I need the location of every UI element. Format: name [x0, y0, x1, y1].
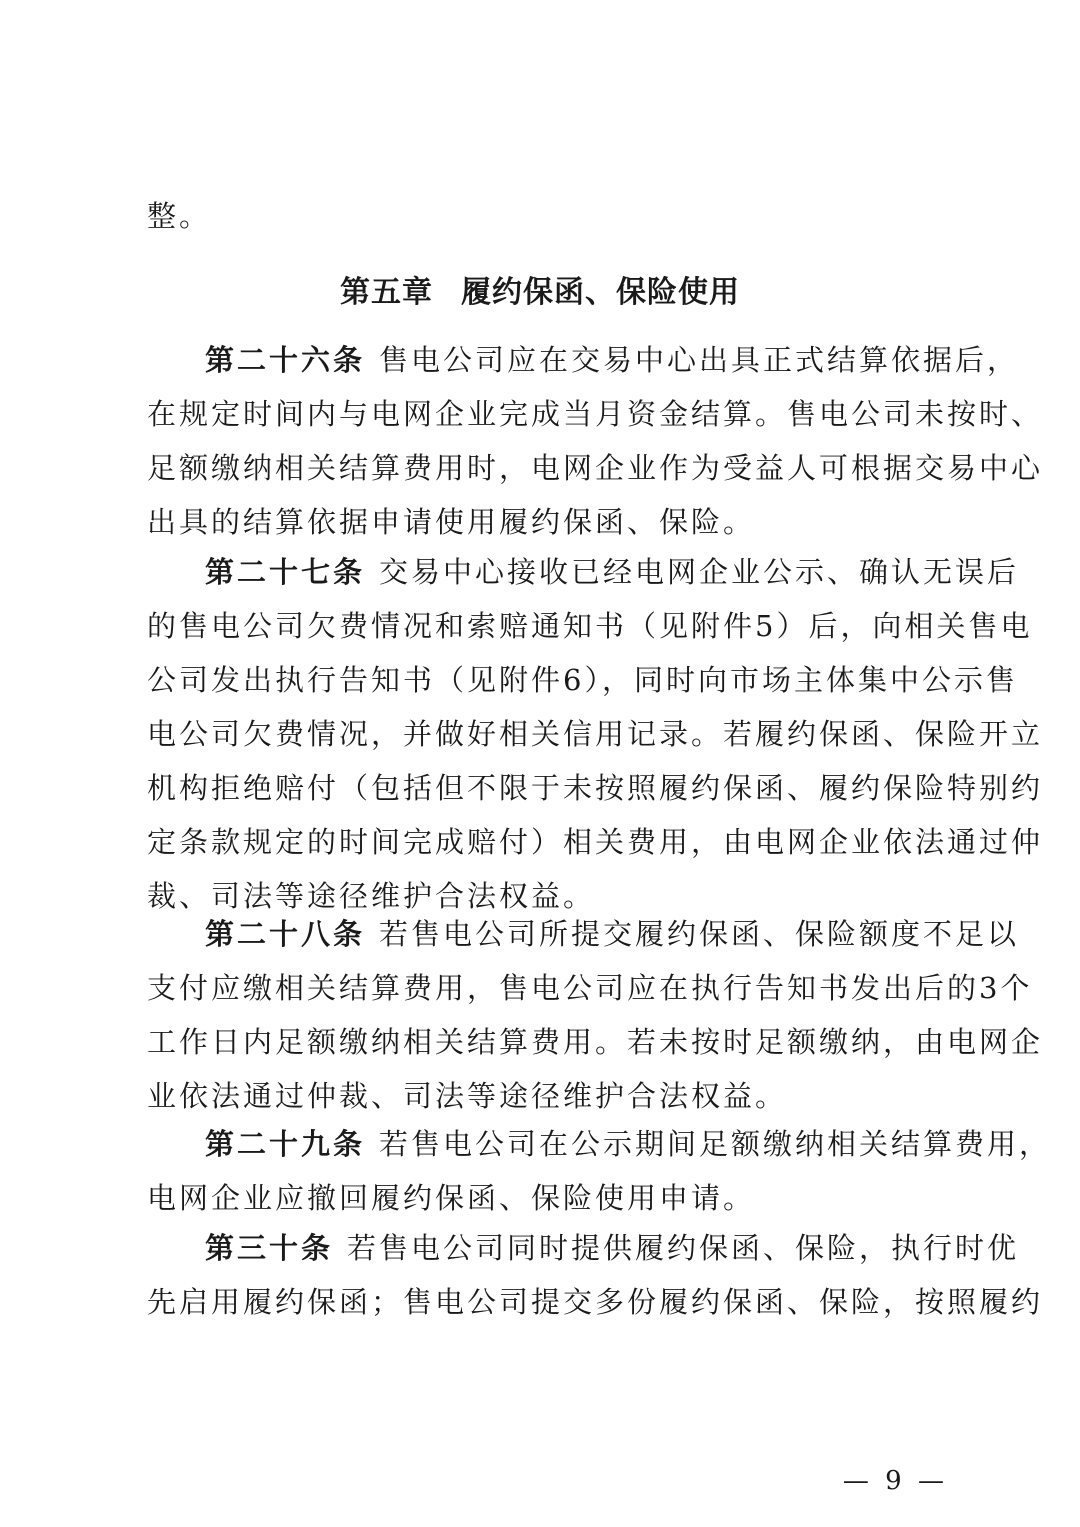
chapter-heading [0, 272, 1080, 314]
article-28-line-3: 工作日内足额缴纳相关结算费用。若未按时足额缴纳，由电网企 [147, 1025, 1044, 1059]
continuation-line: 整。 [147, 199, 212, 233]
chapter-number: 第五章 [340, 275, 433, 310]
article-30-line-2: 先启用履约保函；售电公司提交多份履约保函、保险，按照履约 [147, 1285, 1044, 1319]
article-26-line-3: 足额缴纳相关结算费用时，电网企业作为受益人可根据交易中心 [147, 451, 1044, 485]
article-28-line-2: 支付应缴相关结算费用，售电公司应在执行告知书发出后的3个 [147, 971, 1033, 1005]
chapter-title: 履约保函、保险使用 [461, 275, 740, 310]
article-27-line-1 [205, 552, 1020, 592]
article-29-line-1 [205, 1124, 1052, 1164]
article-text: 若售电公司同时提供履约保函、保险，执行时优 [347, 1231, 1020, 1265]
page-number: — 9 — [842, 1466, 948, 1496]
article-27-line-6: 定条款规定的时间完成赔付）相关费用，由电网企业依法通过仲 [147, 825, 1044, 859]
article-number: 第三十条 [205, 1231, 334, 1265]
article-number: 第二十七条 [205, 555, 366, 589]
article-number: 第二十九条 [205, 1127, 366, 1161]
article-number: 第二十八条 [205, 917, 366, 951]
article-number: 第二十六条 [205, 343, 366, 377]
article-text: 若售电公司所提交履约保函、保险额度不足以 [379, 917, 1020, 951]
article-26-line-4: 出具的结算依据申请使用履约保函、保险。 [147, 505, 756, 539]
article-28-line-1 [205, 914, 1020, 954]
article-27-line-3: 公司发出执行告知书（见附件6），同时向市场主体集中公示售 [147, 663, 1018, 697]
article-27-line-5: 机构拒绝赔付（包括但不限于未按照履约保函、履约保险特别约 [147, 771, 1044, 805]
article-26-line-1 [205, 340, 1020, 380]
article-text: 交易中心接收已经电网企业公示、确认无误后 [379, 555, 1020, 589]
article-27-line-4: 电公司欠费情况，并做好相关信用记录。若履约保函、保险开立 [147, 717, 1044, 751]
article-30-line-1 [205, 1228, 1020, 1268]
article-26-line-2: 在规定时间内与电网企业完成当月资金结算。售电公司未按时、 [147, 397, 1044, 431]
article-text: 售电公司应在交易中心出具正式结算依据后， [379, 343, 1020, 377]
article-29-line-2: 电网企业应撤回履约保函、保险使用申请。 [147, 1181, 756, 1215]
article-27-line-2: 的售电公司欠费情况和索赔通知书（见附件5）后，向相关售电 [147, 609, 1033, 643]
article-27-line-7: 裁、司法等途径维护合法权益。 [147, 879, 596, 913]
article-28-line-4: 业依法通过仲裁、司法等途径维护合法权益。 [147, 1079, 788, 1113]
article-text: 若售电公司在公示期间足额缴纳相关结算费用， [379, 1127, 1052, 1161]
